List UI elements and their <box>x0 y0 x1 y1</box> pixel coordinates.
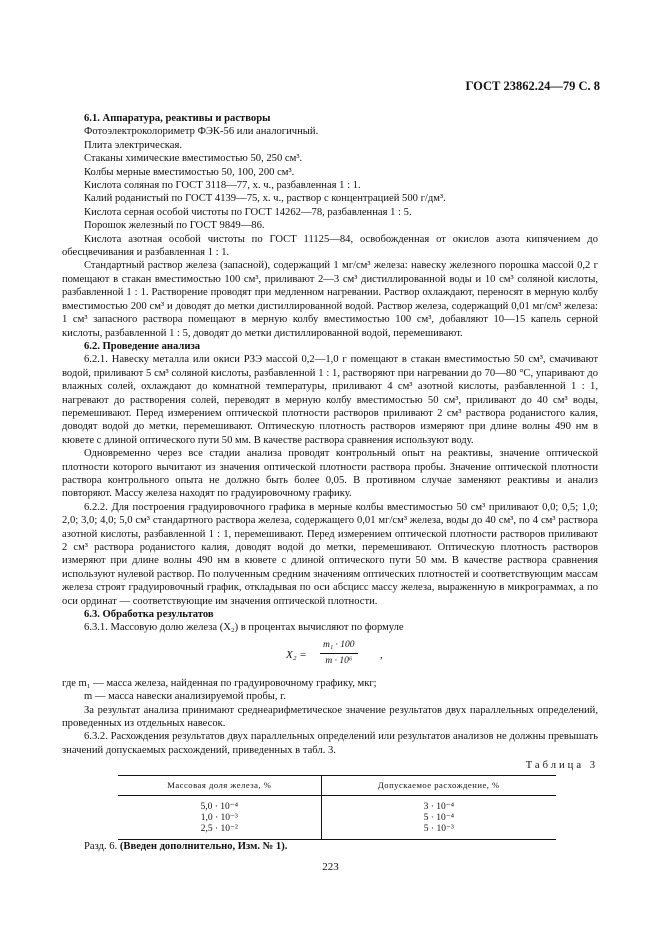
table-cell: 5,0 · 10⁻⁴ <box>118 796 321 814</box>
paragraph-mean: За результат анализа принимают среднеарифметическое значение результатов двух параллельных определений, проведенных из отдельных навесок. <box>62 704 598 730</box>
formula-comma: , <box>380 648 383 661</box>
formula-denominator: m · 10⁶ <box>325 656 353 667</box>
where-line-1: где m₁ — масса железа, найденная по градуировочному графику, мкг; <box>62 677 377 689</box>
page-number: 223 <box>322 861 339 873</box>
list-item: Калий роданистый по ГОСТ 4139—75, х. ч., раствор с концентрацией 500 г/дм³. <box>84 193 446 205</box>
section-6-3-title: 6.3. Обработка результатов <box>84 609 214 621</box>
table-cell: 1,0 · 10⁻³ <box>118 813 321 824</box>
list-item: Кислота серная особой чистоты по ГОСТ 14262—78, разбавленная 1 : 5. <box>84 206 412 218</box>
list-item: Порошок железный по ГОСТ 9849—86. <box>84 220 265 232</box>
list-item: Стаканы химические вместимостью 50, 250 см³. <box>84 153 303 165</box>
paragraph-6-2-2: 6.2.2. Для построения градуировочного графика в мерные колбы вместимостью 50 см³ приливают 0,0; 0,5; 1,0; 2,0; 3,0; 4,0; 5,0 см³ стандартного раствора железа, содержащего 0,01 мг/см³ железа, воды до 40 см³, по 4 см³ раствора азотной кислоты, разбавленной 1 : 1, перемешивают. Перед измерением оптической плотности растворов приливают 2 см³ раствора роданистого калия, доводят водой до метки, перемешивают. Оптическую плотность растворов измеряют при длине волны 490 нм в кювете с длиной оптического пути 50 мм. В качестве раствора сравнения используют нулевой раствор. По полученным средним значениям оптических плотностей и соответствующим массам железа строят градуировочный график, откладывая по оси абсцисс массу железа, выраженную в микрограммах, а по оси ординат — соответствующие им значения оптической плотности. <box>62 501 598 607</box>
section-6-2-title: 6.2. Проведение анализа <box>84 340 200 352</box>
formula-numerator: m₁ · 100 <box>320 639 358 654</box>
paragraph-nitric-acid: Кислота азотная особой чистоты по ГОСТ 11125—84, освобожденная от окислов азота кипячением до обесцвечивания и разбавленная 1 : 1. <box>62 233 598 259</box>
formula <box>62 639 598 673</box>
table-cell: 2,5 · 10⁻² <box>118 824 321 840</box>
table-caption: Таблица 3 <box>525 760 598 772</box>
note-prefix: Разд. 6. <box>84 841 120 853</box>
where-line-2: m — масса навески анализируемой пробы, г. <box>84 691 286 703</box>
paragraph-6-3-2: 6.3.2. Расхождения результатов двух параллельных определений или результатов анализов не должны превышать значений допускаемых расхождений, приведенных в табл. 3. <box>62 731 598 756</box>
list-item: Колбы мерные вместимостью 50, 100, 200 см³. <box>84 166 295 178</box>
formula-lhs: X₂ = <box>286 648 307 661</box>
table-header-row <box>118 775 556 795</box>
table-cell: 3 · 10⁻⁴ <box>423 802 455 813</box>
paragraph-control-test: Одновременно через все стадии анализа проводят контрольный опыт на реактивы, значение оптической плотности которого вычитают из значения оптической плотности раствора пробы. Значение оптической плотности раствора контрольного опыта не должно быть более 0,05. В противном случае заменяют реактивы и анализ повторяют. Массу железа находят по градуировочному графику. <box>62 448 598 500</box>
standard-header: ГОСТ 23862.24—79 С. 8 <box>465 79 600 93</box>
amendment-note <box>62 840 598 853</box>
document-body <box>62 112 598 854</box>
list-item: Фотоэлектроколориметр ФЭК-56 или аналогичный. <box>84 126 319 138</box>
table-row <box>118 813 556 824</box>
table-cell: 5 · 10⁻³ <box>321 824 556 840</box>
column-header-tolerance: Допускаемое расхождение, % <box>321 775 556 795</box>
formula-fraction <box>320 639 358 669</box>
paragraph-standard-solution: Стандартный раствор железа (запасной), содержащий 1 мг/см³ железа: навеску железного порошка массой 0,2 г помещают в стакан вместимостью 100 см³, приливают 2—3 см³ дистиллированной воды и 10 см³ соляной кислоты, разбавленной 1 : 1. Растворение проводят при медленном нагревании. Раствор охлаждают, переносят в мерную колбу вместимостью 200 см³ и доводят до метки дистиллированной водой. Раствор железа, содержащий 0,01 мг/см³ железа: 1 см³ запасного раствора помещают в мерную колбу вместимостью 100 см³, добавляют 10—15 капель серной кислоты, разбавленной 1 : 5, доводят до метки дистиллированной водой, перемешивают. <box>62 260 598 339</box>
table-row <box>118 824 556 840</box>
note-bold: (Введен дополнительно, Изм. № 1). <box>119 841 288 853</box>
table-row <box>118 796 556 814</box>
tolerance-table <box>118 775 556 840</box>
section-6-1-title: 6.1. Аппаратура, реактивы и растворы <box>84 113 271 124</box>
paragraph-6-3-1: 6.3.1. Массовую долю железа (X₂) в процентах вычисляют по формуле <box>84 622 404 634</box>
list-item: Кислота соляная по ГОСТ 3118—77, х. ч., разбавленная 1 : 1. <box>84 180 361 192</box>
paragraph-6-2-1: 6.2.1. Навеску металла или окиси РЗЭ массой 0,2—1,0 г помещают в стакан вместимостью 50 см³, смачивают водой, приливают 5 см³ соляной кислоты, разбавленной 1 : 1, растворяют при нагревании до 70—80 °С, упаривают до влажных солей, охлаждают до комнатной температуры, приливают 4 см³ азотной кислоты, разбавленной 1 : 1, нагревают до растворения солей, переводят в мерную колбу вместимостью 50 см³, приливают до 40 см³ воды, перемешивают. Перед измерением оптической плотности растворов приливают 2 см³ раствора роданистого калия, доводят водой до метки, перемешивают. Оптическую плотность растворов измеряют при длине волны 490 нм в кювете с длиной оптического пути 50 мм. В качестве раствора сравнения используют воду. <box>62 354 598 446</box>
table-cell: 5 · 10⁻⁴ <box>423 813 455 824</box>
column-header-mass-fraction: Массовая доля железа, % <box>118 775 321 795</box>
equipment-list <box>62 125 598 232</box>
list-item: Плита электрическая. <box>84 139 182 151</box>
